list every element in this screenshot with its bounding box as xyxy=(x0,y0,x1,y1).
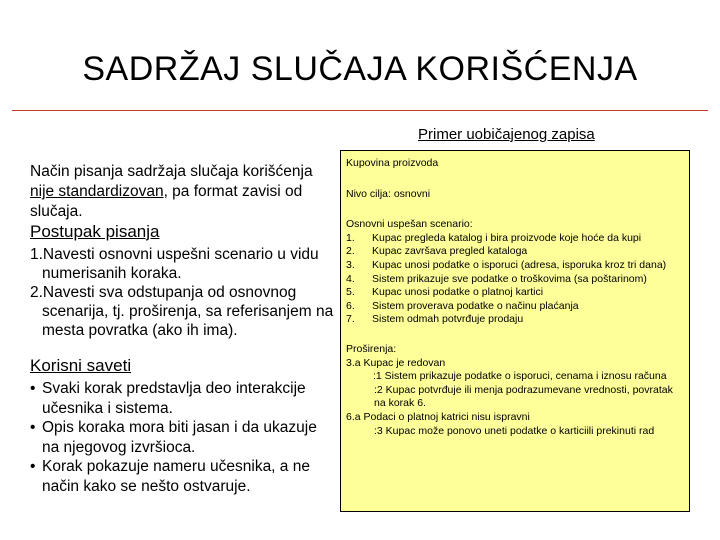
intro-underlined: nije standardizovan xyxy=(30,183,164,200)
tips-heading: Korisni saveti xyxy=(30,356,132,375)
procedure-item: 1.Navesti osnovni uspešni scenario u vidu numerisanih koraka. xyxy=(30,246,319,282)
extension-6a: 6.a Podaci o platnoj katrici nisu ispravni xyxy=(346,410,530,423)
main-scenario-steps xyxy=(346,232,683,327)
procedure-item: 2.Navesti sva odstupanja od osnovnog scenarija, tj. proširenja, sa referisanjem na mesta povratka (ako ih ima). xyxy=(30,284,334,339)
intro-text-1: Način pisanja sadržaja slučaja korišćenja xyxy=(30,163,313,180)
scenario-step: 3. Kupac unosi podatke o isporuci (adresa, isporuka kroz tri dana) xyxy=(346,258,667,271)
scenario-step: 6. Sistem proverava podatke o načinu plaćanja xyxy=(346,299,579,312)
scenario-step: 5. Kupac unosi podatke o platnoj kartici xyxy=(346,286,544,299)
tip-item: • Opis koraka mora biti jasan i da ukazuje na njegovog izvršioca. xyxy=(30,418,335,457)
scenario-step: 2. Kupac završava pregled kataloga xyxy=(346,245,528,258)
extensions-heading: Proširenja: xyxy=(346,342,397,355)
goal-level: Nivo cilja: osnovni xyxy=(346,187,431,200)
scenario-step: 4. Sistem prikazuje sve podatke o troškovima (sa poštarinom) xyxy=(346,272,647,285)
left-column xyxy=(30,162,335,496)
extension-6a-3: :3 Kupac može ponovo uneti podatke o karticiili prekinuti rad xyxy=(374,424,655,437)
tip-item: • Svaki korak predstavlja deo interakcije učesnika i sistema. xyxy=(30,379,335,418)
extension-3a-2: :2 Kupac potvrđuje ili menja podrazumevane vrednosti, povratak na korak 6. xyxy=(374,383,673,410)
slide-title: SADRŽAJ SLUČAJA KORIŠĆENJA xyxy=(82,50,638,88)
intro-text-2: , pa format zavisi od slučaja. xyxy=(30,183,303,220)
scenario-step: 7. Sistem odmah potvrđuje prodaju xyxy=(346,313,524,326)
tips-list xyxy=(30,379,335,496)
extension-3a: 3.a Kupac je redovan xyxy=(346,356,446,369)
extensions xyxy=(346,343,683,438)
procedure-list xyxy=(30,245,335,340)
example-box xyxy=(340,150,690,512)
procedure-heading: Postupak pisanja xyxy=(30,222,160,241)
tip-item: • Korak pokazuje nameru učesnika, a ne način kako se nešto ostvaruje. xyxy=(30,457,335,496)
main-scenario-heading: Osnovni uspešan scenario: xyxy=(346,218,473,231)
use-case-name: Kupovina proizvoda xyxy=(346,157,439,169)
scenario-step: 1. Kupac pregleda katalog i bira proizvode koje hoće da kupi xyxy=(346,231,642,244)
extension-3a-1: :1 Sistem prikazuje podatke o isporuci, cenama i iznosu računa xyxy=(373,370,667,383)
title-divider xyxy=(12,110,708,111)
intro-paragraph xyxy=(30,162,335,222)
example-caption: Primer uobičajenog zapisa xyxy=(418,126,595,143)
